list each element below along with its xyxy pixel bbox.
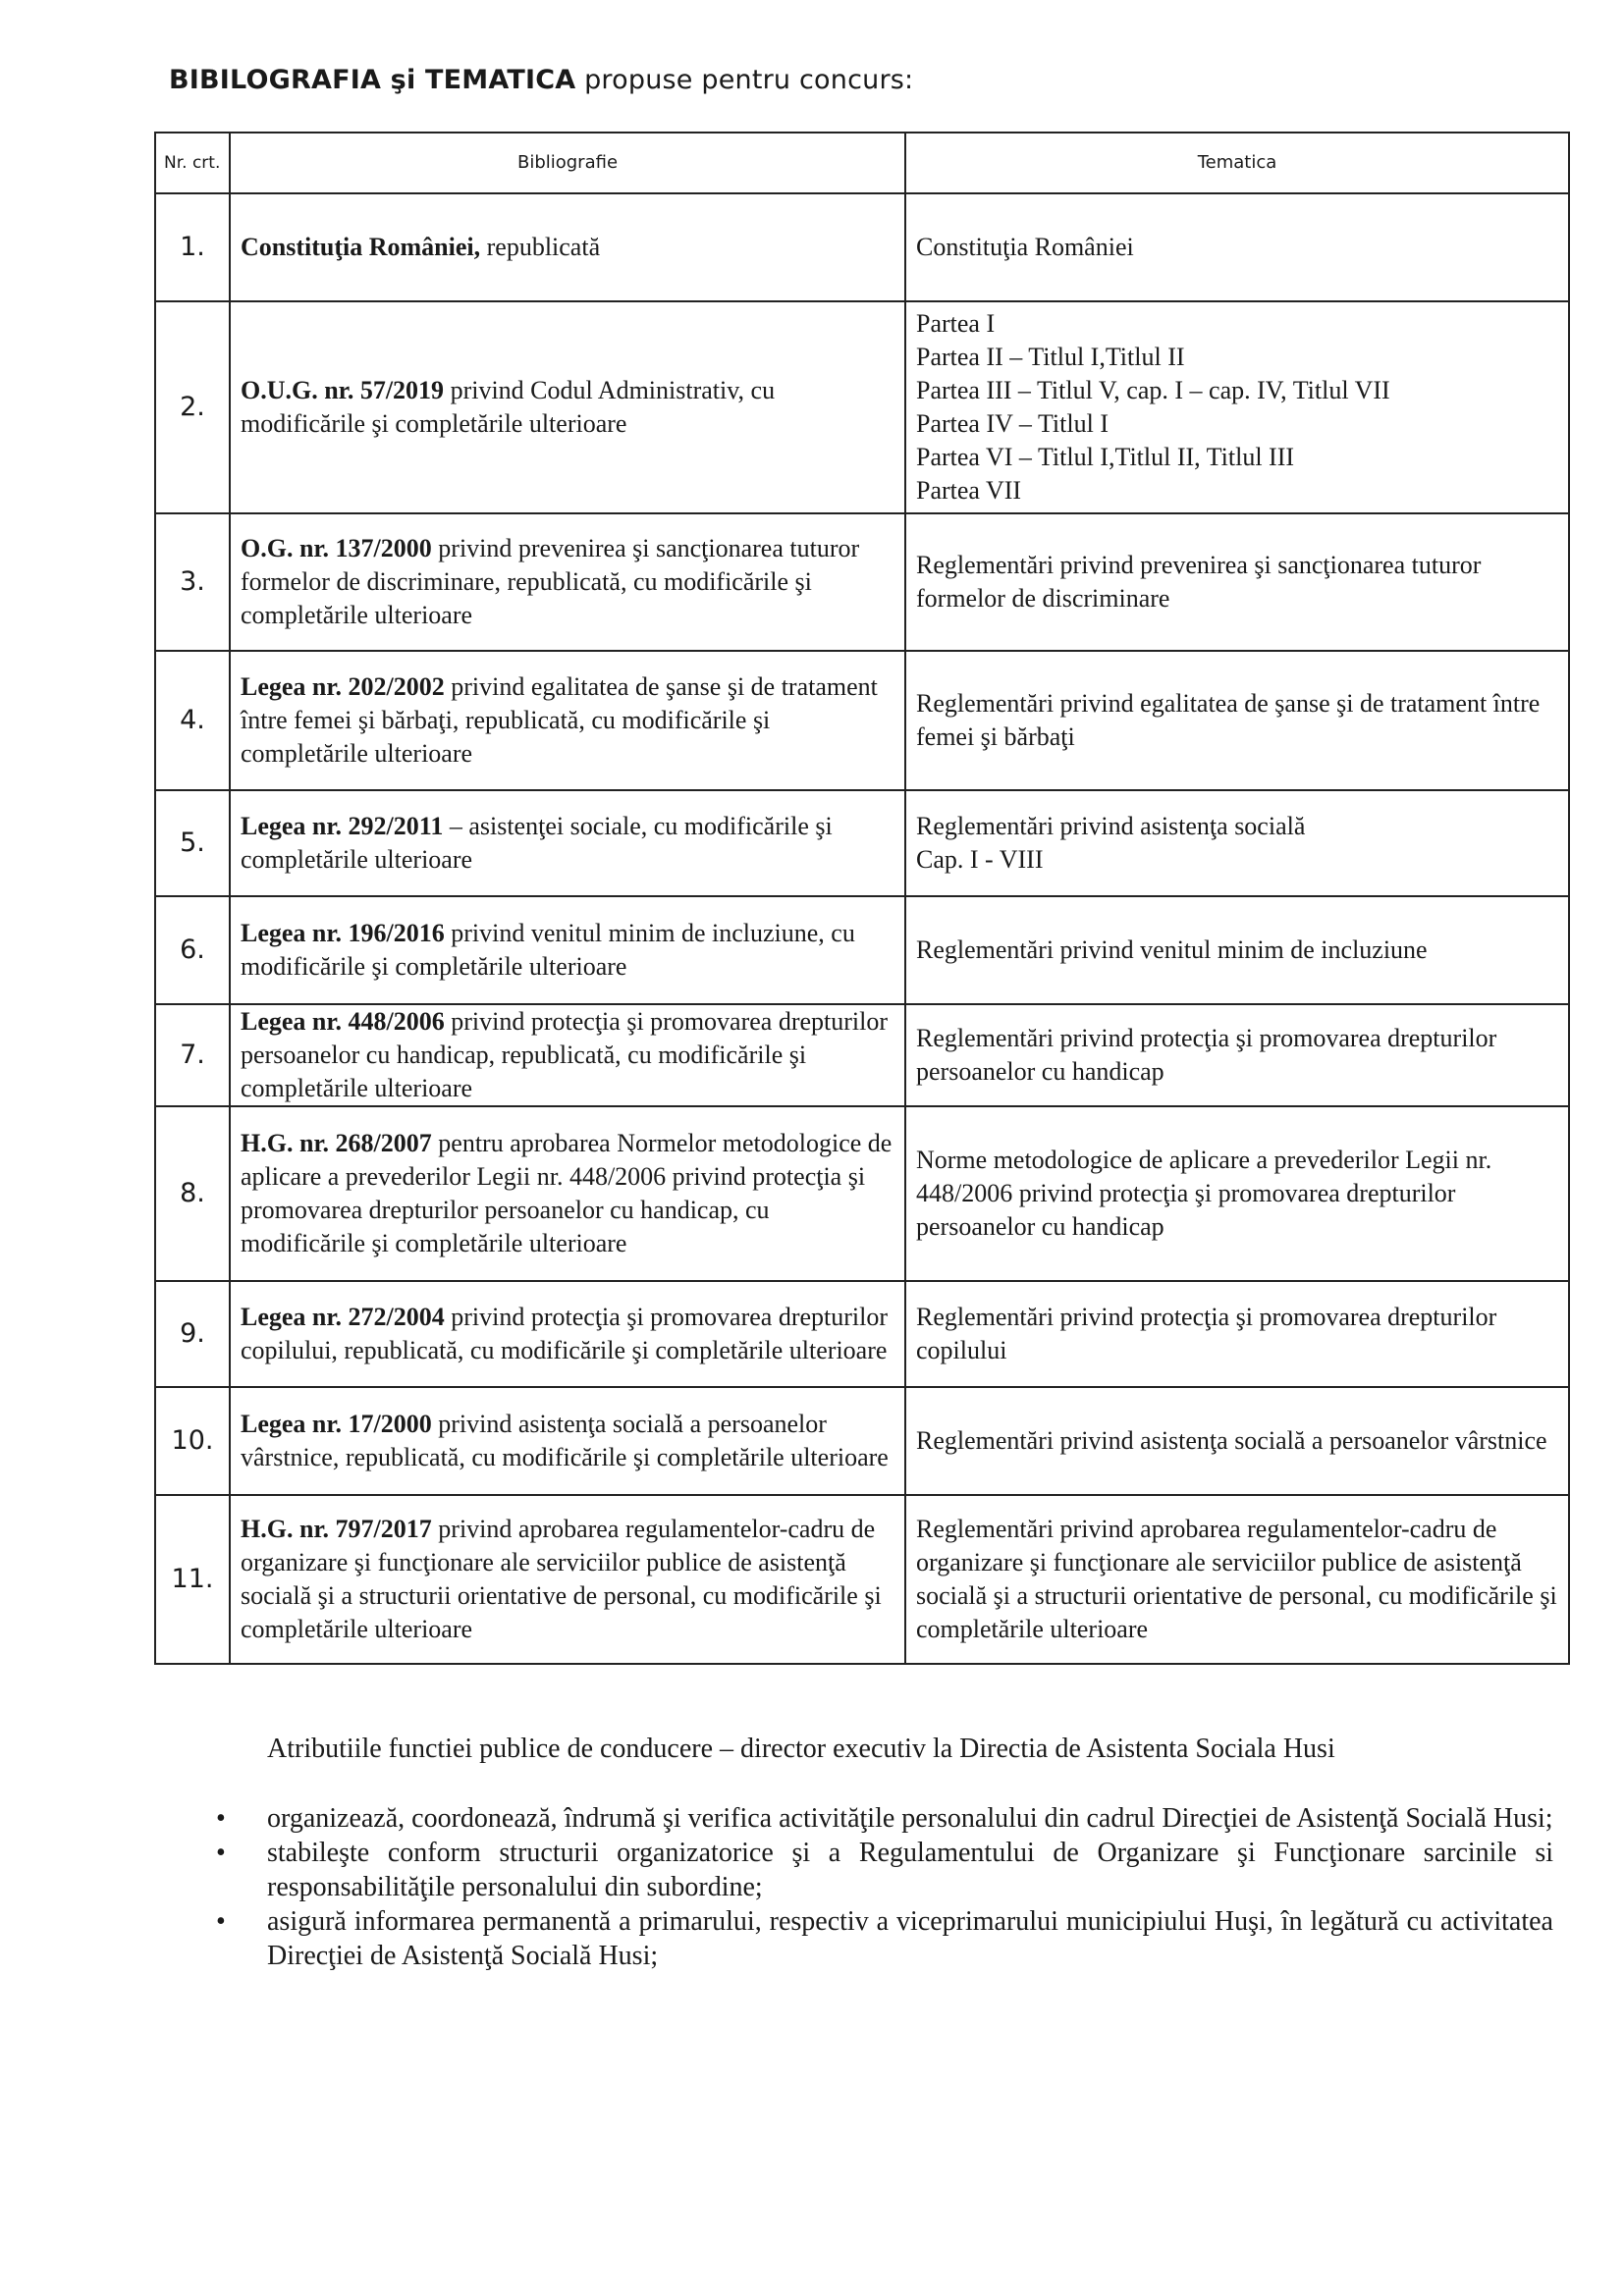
bibliography-cell (230, 651, 905, 790)
duty-text: stabileşte conform structurii organizatorice şi a Regulamentului de Organizare şi Funcţionare sarcinile si responsabilităţile personalului din subordine; (267, 1838, 1553, 1902)
tematica-cell (905, 513, 1569, 651)
bibliography-text: privind aprobarea regulamentelor-cadru de organizare şi funcţionare ale serviciilor publice de asistenţă socială şi a structurii orientative de personal, cu modificările şi completările ulterioare (241, 1515, 882, 1643)
bibliography-text: privind venitul minim de incluziune, cu modificările şi completările ulterioare (241, 919, 855, 981)
legal-reference: Legea nr. 272/2004 (241, 1303, 445, 1331)
table-body (155, 193, 1569, 1664)
bibliography-text: privind egalitatea de şanse şi de tratament între femei şi bărbaţi, republicată, cu modificările şi completările ulterioare (241, 672, 878, 768)
tematica-line: Norme metodologice de aplicare a prevederilor Legii nr. 448/2006 privind protecţia şi promovarea drepturilor persoanelor cu handicap (916, 1146, 1492, 1241)
bibliography-cell (230, 1004, 905, 1106)
legal-reference: H.G. nr. 268/2007 (241, 1129, 432, 1157)
tematica-cell (905, 1495, 1569, 1664)
tematica-line: Cap. I - VIII (916, 845, 1044, 874)
row-number: 11. (155, 1495, 230, 1664)
tematica-cell (905, 193, 1569, 301)
table-header-row (155, 133, 1569, 193)
tematica-cell (905, 896, 1569, 1004)
row-number: 9. (155, 1281, 230, 1387)
bibliography-cell (230, 1281, 905, 1387)
duty-text: asigură informarea permanentă a primarului, respectiv a viceprimarului municipiului Huşi, în legătură cu activitatea Direcţiei de Asistenţă Socială Husi; (267, 1906, 1553, 1971)
tematica-line: Reglementări privind venitul minim de incluziune (916, 935, 1428, 964)
legal-reference: Legea nr. 292/2011 (241, 812, 444, 840)
table-row (155, 513, 1569, 651)
legal-reference: Legea nr. 17/2000 (241, 1410, 432, 1438)
tematica-line: Reglementări privind prevenirea şi sancţionarea tuturor formelor de discriminare (916, 551, 1482, 613)
table-row (155, 193, 1569, 301)
tematica-line: Partea III – Titlul V, cap. I – cap. IV, Titlul VII (916, 376, 1390, 404)
bullet-icon: • (216, 1838, 226, 1868)
tematica-line: Partea VI – Titlul I,Titlul II, Titlul III (916, 443, 1295, 471)
tematica-line: Constituţia României (916, 233, 1134, 261)
bibliography-cell (230, 193, 905, 301)
legal-reference: O.G. nr. 137/2000 (241, 534, 432, 562)
tematica-line: Partea II – Titlul I,Titlul II (916, 343, 1185, 371)
tematica-cell (905, 1387, 1569, 1495)
bibliography-cell (230, 790, 905, 896)
row-number: 6. (155, 896, 230, 1004)
legal-reference: Legea nr. 196/2016 (241, 919, 445, 947)
legal-reference: H.G. nr. 797/2017 (241, 1515, 432, 1543)
tematica-cell (905, 1106, 1569, 1281)
title-bold: BIBILOGRAFIA şi TEMATICA (169, 65, 576, 95)
tematica-line: Reglementări privind asistenţa socială a persoanelor vârstnice (916, 1426, 1547, 1455)
page-title (169, 65, 913, 95)
row-number: 1. (155, 193, 230, 301)
bibliography-cell (230, 301, 905, 513)
row-number: 8. (155, 1106, 230, 1281)
duty-text: organizează, coordonează, îndrumă şi verifica activităţile personalului din cadrul Direcţiei de Asistenţă Socială Husi; (267, 1803, 1553, 1834)
row-number: 5. (155, 790, 230, 896)
row-number: 2. (155, 301, 230, 513)
table-row (155, 790, 1569, 896)
bullet-icon: • (216, 1803, 226, 1834)
tematica-line: Reglementări privind protecţia şi promovarea drepturilor persoanelor cu handicap (916, 1024, 1497, 1086)
tematica-line: Reglementări privind asistenţa socială (916, 812, 1306, 840)
header-bibliografie: Bibliografie (230, 133, 905, 193)
bibliography-text: privind asistenţa socială a persoanelor vârstnice, republicată, cu modificările şi completările ulterioare (241, 1410, 889, 1471)
tematica-cell (905, 301, 1569, 513)
bibliography-text: privind Codul Administrativ, cu modificările şi completările ulterioare (241, 376, 776, 438)
tematica-cell (905, 1281, 1569, 1387)
table-row (155, 1495, 1569, 1664)
tematica-line: Partea IV – Titlul I (916, 409, 1109, 438)
row-number: 3. (155, 513, 230, 651)
title-rest: propuse pentru concurs: (575, 65, 914, 95)
row-number: 4. (155, 651, 230, 790)
duty-item (208, 1836, 1553, 1904)
header-nr: Nr. crt. (155, 133, 230, 193)
table-row (155, 1281, 1569, 1387)
bibliography-table (154, 132, 1570, 1665)
bibliography-text: privind protecţia şi promovarea drepturilor copilului, republicată, cu modificările şi completările ulterioare (241, 1303, 889, 1364)
tematica-cell (905, 651, 1569, 790)
tematica-line: Reglementări privind egalitatea de şanse şi de tratament între femei şi bărbaţi (916, 689, 1541, 751)
legal-reference: Constituţia României, (241, 233, 481, 261)
bibliography-cell (230, 1106, 905, 1281)
bibliography-cell (230, 513, 905, 651)
bullet-icon: • (216, 1906, 226, 1937)
table-row (155, 301, 1569, 513)
duty-item (208, 1904, 1553, 1973)
bibliography-text: privind prevenirea şi sancţionarea tuturor formelor de discriminare, republicată, cu modificările şi completările ulterioare (241, 534, 860, 629)
bibliography-text: privind protecţia şi promovarea drepturilor persoanelor cu handicap, republicată, cu modificările şi completările ulterioare (241, 1007, 889, 1102)
table-row (155, 1004, 1569, 1106)
duty-item (208, 1801, 1553, 1836)
legal-reference: Legea nr. 202/2002 (241, 672, 445, 701)
bibliography-cell (230, 1495, 905, 1664)
tematica-line: Partea VII (916, 476, 1022, 505)
legal-reference: O.U.G. nr. 57/2019 (241, 376, 445, 404)
table-row (155, 1106, 1569, 1281)
tematica-cell (905, 790, 1569, 896)
bibliography-text: pentru aprobarea Normelor metodologice de aplicare a prevederilor Legii nr. 448/2006 privind protecţia şi promovarea drepturilor persoanelor cu handicap, cu modificările şi completările ulterioare (241, 1129, 893, 1257)
tematica-line: Reglementări privind protecţia şi promovarea drepturilor copilului (916, 1303, 1497, 1364)
legal-reference: Legea nr. 448/2006 (241, 1007, 445, 1036)
tematica-line: Partea I (916, 309, 996, 338)
bibliography-cell (230, 1387, 905, 1495)
table-row (155, 651, 1569, 790)
row-number: 10. (155, 1387, 230, 1495)
duties-list (208, 1801, 1553, 1973)
header-tematica: Tematica (905, 133, 1569, 193)
table-row (155, 896, 1569, 1004)
table-row (155, 1387, 1569, 1495)
tematica-line: Reglementări privind aprobarea regulamentelor-cadru de organizare şi funcţionare ale serviciilor publice de asistenţă socială şi a structurii orientative de personal, cu modificările şi completările ulterioare (916, 1515, 1557, 1643)
bibliography-cell (230, 896, 905, 1004)
tematica-cell (905, 1004, 1569, 1106)
duties-heading: Atributiile functiei publice de conducere – director executiv la Directia de Asistenta Sociala Husi (267, 1734, 1335, 1764)
row-number: 7. (155, 1004, 230, 1106)
bibliography-text: – asistenţei sociale, cu modificările şi completările ulterioare (241, 812, 833, 874)
bibliography-text: republicată (480, 233, 601, 261)
